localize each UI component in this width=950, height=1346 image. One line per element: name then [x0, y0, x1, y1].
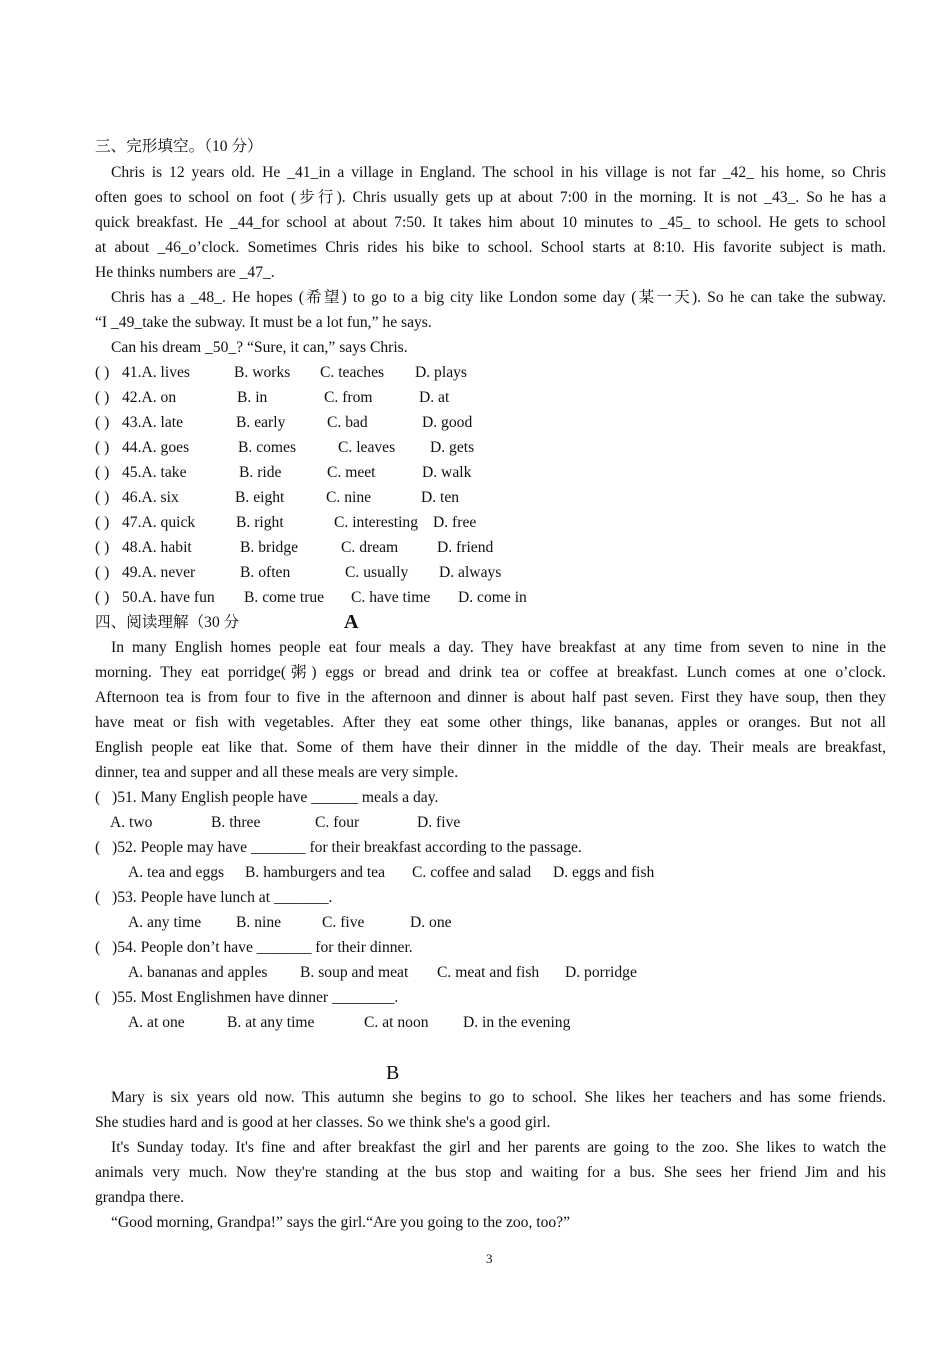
- question-stem: 41.A. lives: [122, 364, 191, 381]
- question-row: [0, 512, 950, 534]
- option: B. often: [240, 564, 291, 581]
- question-row: [0, 937, 950, 959]
- question-stem: 48.A. habit: [122, 539, 192, 556]
- paragraph-line: Chris is 12 years old. He _41_in a village in England. The school in his village is not far _42_ his home, so Chris: [111, 164, 886, 181]
- question-stem: )51. Many English people have ______ meals a day.: [112, 789, 439, 806]
- option: B. nine: [236, 914, 282, 931]
- answer-bracket[interactable]: (: [95, 989, 101, 1006]
- option: B. come true: [244, 589, 325, 606]
- passage-a-title: A: [344, 611, 359, 633]
- question-row: [0, 787, 950, 809]
- paragraph-line: “Good morning, Grandpa!” says the girl.“Are you going to the zoo, too?”: [111, 1214, 571, 1231]
- option: D. friend: [437, 539, 494, 556]
- answer-bracket[interactable]: ( ): [95, 489, 110, 506]
- question-row: [0, 537, 950, 559]
- option: C. meet: [327, 464, 376, 481]
- paragraph-line: quick breakfast. He _44_for school at about 7:50. It takes him about 10 minutes to _45_ to school. He gets to school: [95, 214, 886, 231]
- question-row: [0, 412, 950, 434]
- answer-bracket[interactable]: ( ): [95, 414, 110, 431]
- question-row: [0, 562, 950, 584]
- question-stem: )53. People have lunch at _______.: [112, 889, 333, 906]
- answer-bracket[interactable]: ( ): [95, 389, 110, 406]
- option: A. two: [110, 814, 153, 831]
- option: C. meat and fish: [437, 964, 540, 981]
- option: D. eggs and fish: [553, 864, 655, 881]
- option: C. usually: [345, 564, 409, 581]
- option: A. any time: [128, 914, 202, 931]
- option: D. at: [419, 389, 450, 406]
- option: D. plays: [415, 364, 467, 381]
- paragraph-line: He thinks numbers are _47_.: [95, 264, 275, 281]
- option: C. coffee and salad: [412, 864, 532, 881]
- option: D. five: [417, 814, 461, 831]
- option: B. in: [237, 389, 268, 406]
- answer-bracket[interactable]: (: [95, 889, 101, 906]
- answer-bracket[interactable]: ( ): [95, 539, 110, 556]
- option: C. five: [322, 914, 365, 931]
- answer-bracket[interactable]: ( ): [95, 589, 110, 606]
- option: B. eight: [235, 489, 285, 506]
- question-row: [0, 587, 950, 609]
- option: D. good: [422, 414, 473, 431]
- question-stem: 46.A. six: [122, 489, 179, 506]
- answer-bracket[interactable]: (: [95, 789, 101, 806]
- paragraph-line: Afternoon tea is from four to five in the afternoon and dinner is about half past seven. First they have soup, then they: [95, 689, 886, 706]
- question-stem: 50.A. have fun: [122, 589, 215, 606]
- option: D. gets: [430, 439, 475, 456]
- option: C. nine: [326, 489, 372, 506]
- passage-b-title: B: [386, 1062, 400, 1084]
- option: D. one: [410, 914, 452, 931]
- paragraph-line: In many English homes people eat four meals a day. They have breakfast at any time from seven to nine in the: [111, 639, 886, 656]
- options-row: [0, 962, 950, 984]
- paragraph-line: It's Sunday today. It's fine and after breakfast the girl and her parents are going to the zoo. She likes to watch the: [111, 1139, 886, 1156]
- question-row: [0, 462, 950, 484]
- option: C. teaches: [320, 364, 385, 381]
- question-row: [0, 362, 950, 384]
- paragraph-line: “I _49_take the subway. It must be a lot fun,” he says.: [95, 314, 432, 331]
- option: D. always: [439, 564, 502, 581]
- paragraph-line: English people eat like that. Some of them have their dinner in the middle of the day. Their meals are breakfast,: [95, 739, 886, 756]
- option: C. at noon: [364, 1014, 429, 1031]
- question-row: [0, 437, 950, 459]
- options-row: [0, 812, 950, 834]
- option: B. three: [211, 814, 261, 831]
- question-stem: )55. Most Englishmen have dinner ________.: [112, 989, 399, 1006]
- paragraph-line: Mary is six years old now. This autumn she begins to go to school. She likes her teachers and has some friends.: [111, 1089, 886, 1106]
- options-row: [0, 862, 950, 884]
- section3-heading: 三、完形填空。（10 分）: [95, 138, 263, 155]
- option: D. ten: [421, 489, 460, 506]
- option: A. bananas and apples: [128, 964, 268, 981]
- option: B. at any time: [227, 1014, 315, 1031]
- option: B. works: [234, 364, 291, 381]
- question-stem: 47.A. quick: [122, 514, 196, 531]
- option: B. soup and meat: [300, 964, 409, 981]
- option: C. bad: [327, 414, 368, 431]
- option: D. walk: [422, 464, 472, 481]
- option: C. four: [315, 814, 360, 831]
- option: C. have time: [351, 589, 431, 606]
- question-stem: 45.A. take: [122, 464, 187, 481]
- answer-bracket[interactable]: ( ): [95, 364, 110, 381]
- answer-bracket[interactable]: ( ): [95, 514, 110, 531]
- options-row: [0, 912, 950, 934]
- question-stem: )52. People may have _______ for their breakfast according to the passage.: [112, 839, 582, 856]
- option: D. free: [433, 514, 477, 531]
- option: D. come in: [458, 589, 527, 606]
- question-row: [0, 887, 950, 909]
- question-row: [0, 837, 950, 859]
- paragraph-line: Can his dream _50_? “Sure, it can,” says Chris.: [111, 339, 408, 356]
- option: D. in the evening: [463, 1014, 571, 1031]
- option: C. interesting: [334, 514, 419, 531]
- option: A. at one: [128, 1014, 185, 1031]
- option: B. comes: [238, 439, 297, 456]
- paragraph-line: have meat or fish with vegetables. After they eat some other things, like bananas, apples or oranges. But not all: [95, 714, 886, 731]
- question-stem: 49.A. never: [122, 564, 196, 581]
- paragraph-line: animals very much. Now they're standing at the bus stop and waiting for a bus. She sees her friend Jim and his: [95, 1164, 886, 1181]
- paragraph-line: Chris has a _48_. He hopes (希望) to go to a big city like London some day (某一天). So he can take the subway.: [111, 289, 886, 306]
- question-row: [0, 987, 950, 1009]
- option: A. tea and eggs: [128, 864, 225, 881]
- question-stem: 43.A. late: [122, 414, 184, 431]
- paragraph-line: often goes to school on foot (步行). Chris usually gets up at about 7:00 in the morning. It is not _43_. So he has a: [95, 189, 886, 206]
- paragraph-line: morning. They eat porridge(粥) eggs or bread and drink tea or coffee at breakfast. Lunch comes at one o’clock.: [95, 664, 886, 681]
- question-stem: 42.A. on: [122, 389, 177, 406]
- paragraph-line: dinner, tea and supper and all these meals are very simple.: [95, 764, 459, 781]
- option: B. hamburgers and tea: [245, 864, 386, 881]
- answer-bracket[interactable]: ( ): [95, 439, 110, 456]
- page-number: 3: [486, 1251, 493, 1266]
- option: C. dream: [341, 539, 399, 556]
- section4-heading: 四、阅读理解（30 分: [95, 614, 240, 631]
- option: B. right: [236, 514, 284, 531]
- answer-bracket[interactable]: ( ): [95, 564, 110, 581]
- paragraph-line: She studies hard and is good at her classes. So we think she's a good girl.: [95, 1114, 551, 1131]
- option: B. bridge: [240, 539, 299, 556]
- option: C. leaves: [338, 439, 396, 456]
- option: B. early: [236, 414, 286, 431]
- answer-bracket[interactable]: ( ): [95, 464, 110, 481]
- question-stem: 44.A. goes: [122, 439, 190, 456]
- question-stem: )54. People don’t have _______ for their dinner.: [112, 939, 413, 956]
- options-row: [0, 1012, 950, 1034]
- question-row: [0, 487, 950, 509]
- paragraph-line: grandpa there.: [95, 1189, 185, 1206]
- paragraph-line: at about _46_o’clock. Sometimes Chris rides his bike to school. School starts at 8:10. His favorite subject is math.: [95, 239, 886, 256]
- answer-bracket[interactable]: (: [95, 939, 101, 956]
- option: D. porridge: [565, 964, 637, 981]
- option: C. from: [324, 389, 373, 406]
- option: B. ride: [239, 464, 282, 481]
- question-row: [0, 387, 950, 409]
- answer-bracket[interactable]: (: [95, 839, 101, 856]
